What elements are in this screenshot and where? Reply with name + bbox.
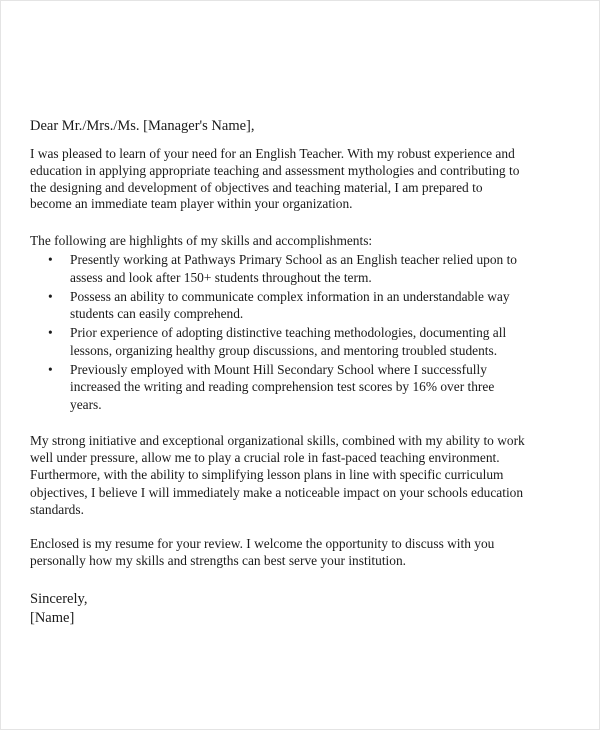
- text-line: Furthermore, with the ability to simplifying lesson plans in line with specific curriculum: [30, 467, 504, 483]
- bullet-icon: •: [48, 325, 53, 340]
- list-item: [30, 324, 517, 359]
- text-line: increased the writing and reading comprehension test scores by 16% over three: [70, 379, 495, 394]
- text-line: Prior experience of adopting distinctive teaching methodologies, documenting all: [70, 325, 507, 340]
- list-item: [30, 288, 517, 323]
- text-line: personally how my skills and strengths can best serve your institution.: [30, 552, 407, 568]
- text-line: students can easily comprehend.: [70, 306, 244, 321]
- text-line: Presently working at Pathways Primary School as an English teacher relied upon to: [70, 252, 518, 267]
- text-line: Possess an ability to communicate complex information in an understandable way: [70, 288, 510, 304]
- signature-block: [30, 590, 87, 628]
- text-line: the designing and development of objectives and teaching material, I am prepared to: [30, 179, 483, 195]
- paragraph-intro: [30, 146, 519, 213]
- bullet-icon: •: [48, 252, 53, 267]
- signature-name: [Name]: [30, 610, 75, 626]
- highlights-list: [30, 251, 517, 415]
- text-line: Previously employed with Mount Hill Secondary School where I successfully: [70, 361, 487, 377]
- list-item: [30, 251, 517, 286]
- paragraph-closing: [30, 536, 494, 570]
- greeting: Dear Mr./Mrs./Ms. [Manager's Name],: [30, 118, 255, 134]
- highlights-intro: The following are highlights of my skills and accomplishments:: [30, 233, 373, 248]
- list-item: [30, 361, 517, 414]
- text-line: years.: [70, 396, 102, 412]
- text-line: lessons, organizing healthy group discussions, and mentoring troubled students.: [70, 342, 498, 358]
- text-line: well under pressure, allow me to play a crucial role in fast-paced teaching environment.: [30, 450, 500, 466]
- text-line: I was pleased to learn of your need for an English Teacher. With my robust experience and: [30, 146, 515, 161]
- bullet-icon: •: [48, 361, 53, 377]
- text-line: assess and look after 150+ students throughout the term.: [70, 269, 372, 285]
- closing: Sincerely,: [30, 591, 88, 607]
- text-line: Enclosed is my resume for your review. I welcome the opportunity to discuss with you: [30, 536, 495, 551]
- bullet-icon: •: [48, 288, 53, 304]
- text-line: education in applying appropriate teaching and assessment mythologies and contributing to: [30, 162, 520, 178]
- text-line: objectives, I believe I will immediately make a noticeable impact on your schools education: [30, 484, 524, 500]
- text-line: My strong initiative and exceptional organizational skills, combined with my ability to work: [30, 433, 525, 448]
- text-line: become an immediate team player within your organization.: [30, 196, 353, 212]
- paragraph-skills: [30, 432, 525, 518]
- text-line: standards.: [30, 501, 84, 517]
